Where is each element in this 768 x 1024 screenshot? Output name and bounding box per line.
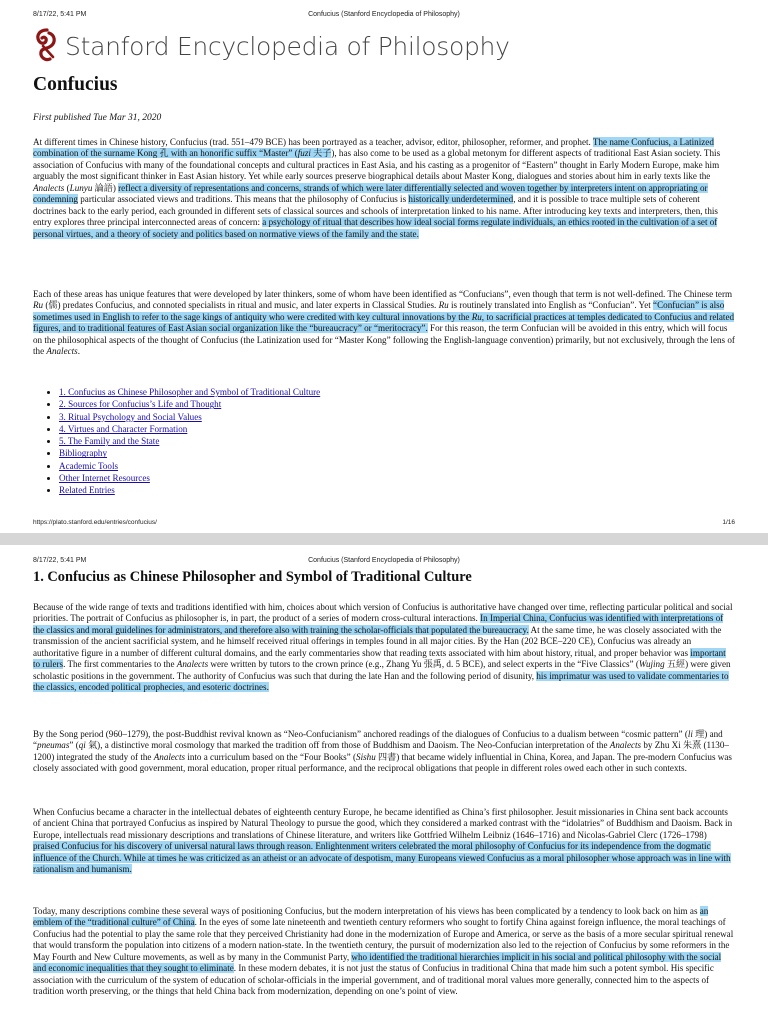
pdf-page-2 <box>0 545 768 1024</box>
toc-link[interactable]: Other Internet Resources <box>59 473 150 484</box>
site-title: Stanford Encyclopedia of Philosophy <box>65 31 510 61</box>
toc-link[interactable]: Related Entries <box>59 485 115 496</box>
sep-logo-icon <box>33 27 59 65</box>
highlighted-text: praised Confucius for his discovery of universal natural laws through reason. Enlightenment writers celebrated the moral philosophy of Confucius for its independence from the dogmatic influence of the Church. While at times he was criticized as an atheist or an advocate of despotism, many Europeans viewed Confucius as a moral philosopher whose approach was in line with rationalism and humanism. <box>33 841 731 875</box>
toc-item <box>59 460 320 472</box>
toc-link[interactable]: 5. The Family and the State <box>59 436 160 447</box>
section1-paragraph-3: When Confucius became a character in the intellectual debates of eighteenth century Europe, he became identified as China’s first philosopher. Jesuit missionaries in China sent back accounts of ancient China that portrayed Confucius as inspired by Natural Theology to pursue the good, which they considered a marked contrast with the “idolatries” of Buddhism and Daoism. Back in Europe, intellectuals read missionary descriptions and translations of Chinese literature, and writers like Gottfried Wilhelm Leibniz (1646–1716) and Nicolas-Gabriel Clerc (1726–1798) praised Confucius for his discovery of universal natural laws through reason. Enlightenment writers celebrated the moral philosophy of Confucius for its independence from the dogmatic influence of the Church. While at times he was criticized as an atheist or an advocate of despotism, many Europeans viewed Confucius as a moral philosopher whose approach was in line with rationalism and humanism. <box>33 807 733 875</box>
toc-item <box>59 435 320 447</box>
section-heading: 1. Confucius as Chinese Philosopher and Symbol of Traditional Culture <box>33 569 472 585</box>
highlighted-text: fuzi <box>297 148 311 159</box>
toc-item <box>59 447 320 459</box>
print-page-number: 1/16 <box>722 519 735 526</box>
page-separator <box>0 533 768 545</box>
highlighted-text: reflect a diversity of representations and concerns, strands of which were later differentially selected and woven together by interpreters intent on appropriating or condemning <box>33 182 708 205</box>
highlighted-text: Ru <box>471 311 482 322</box>
highlighted-text: who identified the traditional hierarchies implicit in his social and political philosophy with the social and economic inequalities that they sought to eliminate <box>33 951 722 974</box>
toc-link[interactable]: 4. Virtues and Character Formation <box>59 423 188 434</box>
highlighted-text: “Confucian” is also sometimes used in English to refer to the sage kings of antiquity who were credited with key cultural innovations by the <box>33 300 725 322</box>
toc-link[interactable]: Academic Tools <box>59 460 119 471</box>
toc-item <box>59 484 320 496</box>
print-doc-title: Confucius (Stanford Encyclopedia of Philosophy) <box>308 11 460 18</box>
print-datetime: 8/17/22, 5:41 PM <box>33 11 87 18</box>
preamble-paragraph-1: At different times in Chinese history, Confucius (trad. 551–479 BCE) has been portrayed as a teacher, advisor, editor, philosopher, reformer, and prophet. The name Confucius, a Latinized combination of the surname Kong 孔 with an honorific suffix “Master” (fuzi 夫子), has also come to be used as a global metonym for different aspects of traditional East Asian society. This association of Confucius with many of the foundational concepts and cultural practices in East Asia, and his casting as a progenitor of “Eastern” thought in Early Modern Europe, make him arguably the most significant thinker in East Asian history. Yet while early sources preserve biographical details about Master Kong, dialogues and stories about him in early texts like the Analects (Lunyu 論語) reflect a diversity of representations and concerns, strands of which were later differentially selected and woven together by interpreters intent on appropriating or condemning particular associated views and traditions. This means that the philosophy of Confucius is historically underdetermined, and it is possible to trace multiple sets of coherent doctrines back to the early period, each grounded in different sets of classical sources and schools of interpretation linked to his name. After introducing key texts and interpreters, then, this entry explores three principal interconnected areas of concern: a psychology of ritual that describes how ideal social forms regulate individuals, an ethics rooted in the cultivation of a set of personal virtues, and a theory of society and politics based on normative views of the family and the state. <box>33 137 721 239</box>
highlighted-text: 夫子 <box>310 148 332 159</box>
entry-title: Confucius <box>33 74 118 95</box>
first-published: First published Tue Mar 31, 2020 <box>33 113 162 123</box>
table-of-contents <box>33 386 320 497</box>
toc-item <box>59 411 320 423</box>
highlighted-text: historically underdetermined <box>408 194 514 205</box>
highlighted-text: a psychology of ritual that describes how ideal social forms regulate individuals, an ethics rooted in the cultivation of a set of personal virtues, and a theory of society and politics based on normative views of the family and the state. <box>33 217 718 239</box>
highlighted-text: his imprimatur was used to validate commentaries to the classics, encoded political prophecies, and esoteric doctrines. <box>33 670 729 693</box>
preamble-paragraph-2: Each of these areas has unique features that were developed by later thinkers, some of whom have been identified as “Confucians”, even though that term is not well-defined. The Chinese term Ru (儒) predates Confucius, and connoted specialists in ritual and music, and later experts in Classical Studies. Ru is routinely translated into English as “Confucian”. Yet “Confucian” is also sometimes used in English to refer to the sage kings of antiquity who were credited with key cultural innovations by the Ru, to sacrificial practices at temples dedicated to Confucius and related figures, and to traditional features of East Asian social organization like the “bureaucracy” or “meritocracy”. For this reason, the term Confucian will be avoided in this entry, which will focus on the philosophical aspects of the thought of Confucius (the Latinization used for “Master Kong” following the English-language convention) primarily, but not exclusively, through the lens of the Analects. <box>33 289 735 357</box>
highlighted-text: important to rulers <box>33 647 726 670</box>
toc-item <box>59 423 320 435</box>
toc-link[interactable]: 1. Confucius as Chinese Philosopher and Symbol of Traditional Culture <box>59 387 321 397</box>
toc-link[interactable]: Bibliography <box>59 448 107 459</box>
site-header[interactable] <box>33 26 510 66</box>
section1-paragraph-4: Today, many descriptions combine these several ways of positioning Confucius, but the modern interpretation of his views has been complicated by a tendency to look back on him as an emblem of the “traditional culture” of China. In the eyes of some late nineteenth and twentieth century reformers who sought to fortify China against foreign influence, the moral teachings of Confucius had the potential to play the same role that they perceived Christianity had done in the modernization of Europe and America, or serve as the basis of a more secular spiritual renewal that would transform the population into citizens of a modern nation-state. In the twentieth century, the pursuit of modernization also led to the rejection of Confucius by some reformers in the May Fourth and New Culture movements, as well as by many in the Communist Party, who identified the traditional hierarchies implicit in his social and political philosophy with the social and economic inequalities that they sought to eliminate. In these modern debates, it is not just the status of Confucius in traditional China that made him such a potent symbol. His specific association with the curriculum of the system of education of scholar-officials in the imperial government, and of traditional moral values more generally, connected him to the aspects of tradition worth preserving, or the things that held China back from modernization, depending on one’s point of view. <box>33 906 734 997</box>
highlighted-text: In Imperial China, Confucius was identified with interpretations of the classics and moral guidelines for administrators, and therefore also with training the scholar-officials that populated the bureaucracy. <box>33 613 724 635</box>
section1-paragraph-2: By the Song period (960–1279), the post-Buddhist revival known as “Neo-Confucianism” anchored readings of the dialogues of Confucius to a dualism between “cosmic pattern” (li 理) and “pneumas” (qi 氣), a distinctive moral cosmology that marked the tradition off from those of Buddhism and Daoism. The Neo-Confucian interpretation of the Analects by Zhu Xi 朱熹 (1130–1200) integrated the study of the Analects into a curriculum based on the “Four Books” (Sishu 四書) that became widely influential in China, Korea, and Japan. The pre-modern Confucius was closely associated with good government, moral education, proper ritual performance, and the reciprocal obligations that people in different roles owed each other in such contexts. <box>33 729 732 774</box>
highlighted-text: an emblem of the “traditional culture” of China <box>33 906 709 928</box>
highlighted-text: , to sacrificial practices at temples dedicated to Confucius and related figures, and to traditional features of East Asian social organization like the “bureaucracy” or “meritocracy”. <box>33 311 735 334</box>
print-datetime: 8/17/22, 5:41 PM <box>33 557 87 564</box>
toc-link[interactable]: 3. Ritual Psychology and Social Values <box>59 411 202 422</box>
toc-link[interactable]: 2. Sources for Confucius’s Life and Thought <box>59 399 222 410</box>
print-url: https://plato.stanford.edu/entries/confucius/ <box>33 519 157 526</box>
section1-paragraph-1: Because of the wide range of texts and traditions identified with him, choices about which version of Confucius is authoritative have changed over time, reflecting particular political and social priorities. The portrait of Confucius as philosopher is, in part, the product of a series of modern cross-cultural interactions. In Imperial China, Confucius was identified with interpretations of the classics and moral guidelines for administrators, and therefore also with training the scholar-officials that populated the bureaucracy. At the same time, he was closely associated with the transmission of the ancient sacrificial system, and he himself received ritual offerings in temples found in all major cities. By the Han (202 BCE–220 CE), Confucius was already an authoritative figure in a number of different cultural domains, and the early commentaries show that reading texts associated with him about history, ritual, and proper behavior was important to rulers. The first commentaries to the Analects were written by tutors to the crown prince (e.g., Zhang Yu 張禹, d. 5 BCE), and select experts in the “Five Classics” (Wujing 五經) were given scholastic positions in the government. The authority of Confucius was such that during the late Han and the following period of disunity, his imprimatur was used to validate commentaries to the classics, encoded political prophecies, and esoteric doctrines. <box>33 602 733 693</box>
print-doc-title: Confucius (Stanford Encyclopedia of Philosophy) <box>308 557 460 564</box>
toc-item <box>59 386 320 398</box>
toc-item <box>59 398 320 410</box>
highlighted-text: The name Confucius, a Latinized combination of the surname Kong 孔 with an honorific suffix “Master” ( <box>33 137 714 159</box>
toc-item <box>59 472 320 484</box>
